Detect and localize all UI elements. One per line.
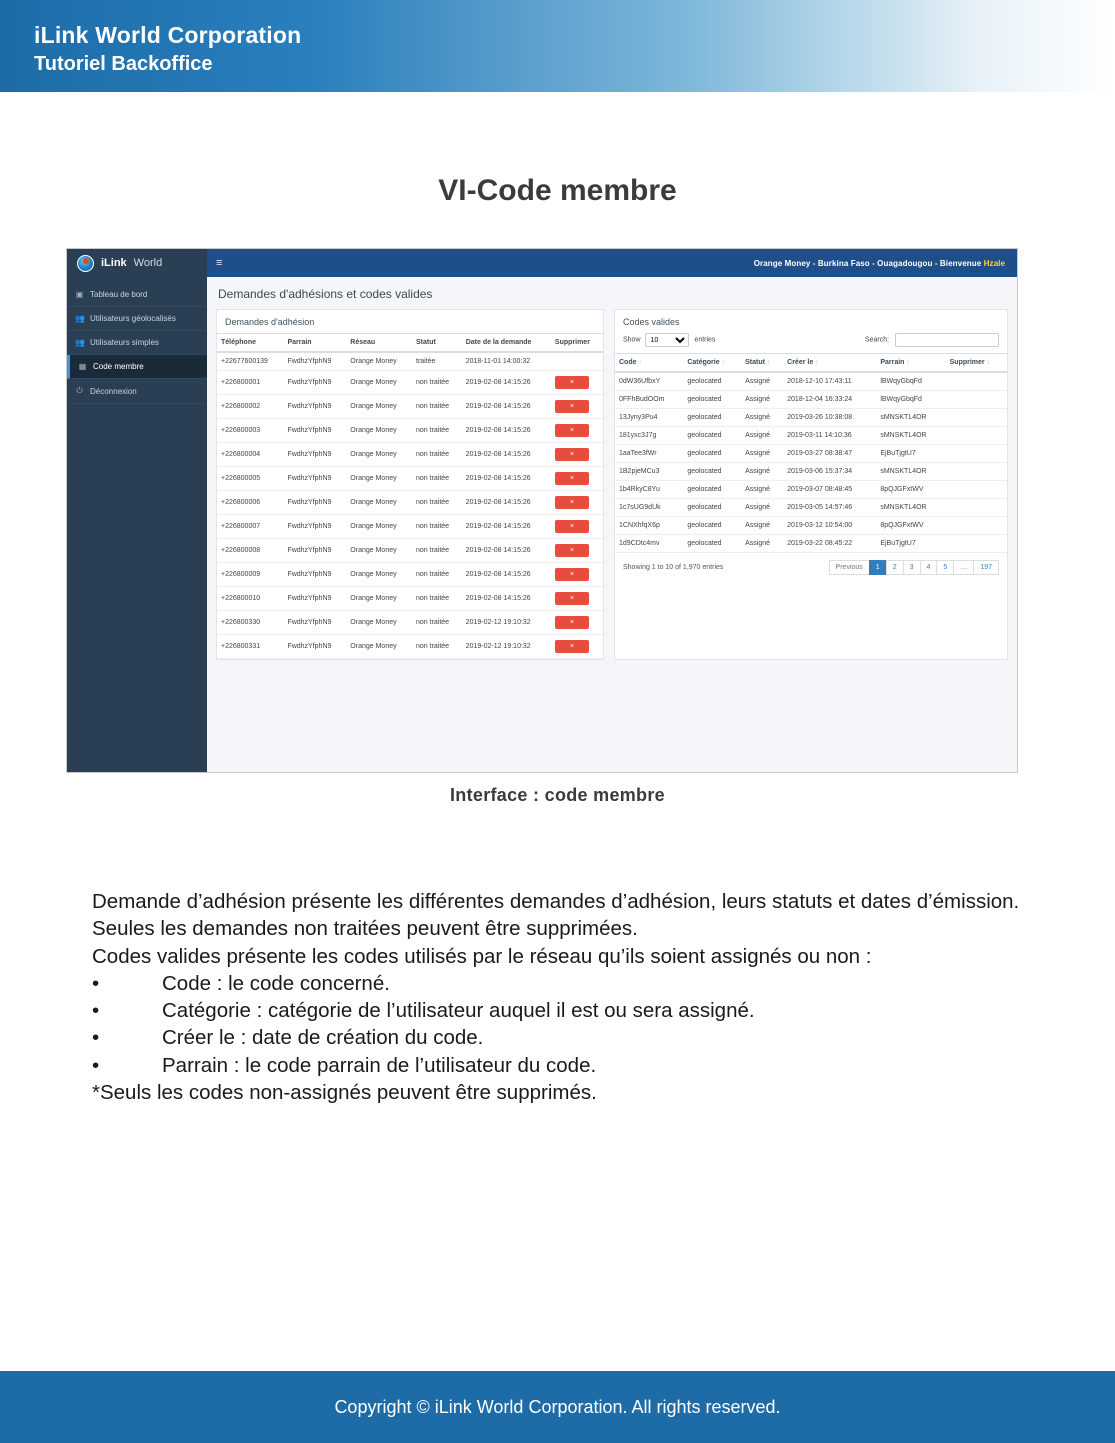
cell-reseau: Orange Money: [346, 419, 412, 443]
paragraph-3: *Seuls les codes non-assignés peuvent être supprimés.: [92, 1080, 597, 1104]
cell-supprimer: [946, 481, 1007, 499]
cell-telephone: +226800010: [217, 587, 283, 611]
cell-supprimer: [946, 427, 1007, 445]
list-item-label: Créer le : date de création du code.: [162, 1026, 484, 1050]
bullet-marker: •: [92, 971, 100, 995]
cell-date: 2019-03-27 08:38:47: [783, 445, 876, 463]
cell-supprimer: [551, 419, 603, 443]
delete-button[interactable]: ×: [555, 496, 589, 509]
sidebar-item-deconnexion[interactable]: [67, 379, 207, 404]
app-sidebar: [67, 277, 207, 773]
cell-date: 2019-02-08 14:15:26: [462, 443, 551, 467]
demandes-table: [217, 333, 603, 659]
delete-button[interactable]: ×: [555, 616, 589, 629]
cell-reseau: Orange Money: [346, 587, 412, 611]
cell-parrain: FwdhzYfphN9: [283, 587, 346, 611]
cell-reseau: Orange Money: [346, 352, 412, 371]
cell-statut: non traitée: [412, 539, 462, 563]
cell-supprimer: [946, 372, 1007, 391]
cell-telephone: +226800006: [217, 491, 283, 515]
sidebar-item-code-membre[interactable]: [67, 355, 207, 379]
cell-parrain: FwdhzYfphN9: [283, 467, 346, 491]
panel-demandes-adhesion: [216, 309, 604, 660]
figure-caption: Interface : code membre: [450, 785, 665, 805]
cell-statut: non traitée: [412, 587, 462, 611]
pager-previous[interactable]: Previous: [829, 560, 870, 575]
cell-parrain: FwdhzYfphN9: [283, 395, 346, 419]
col-reseau: Réseau: [346, 334, 412, 353]
sidebar-item-label: Utilisateurs simples: [90, 338, 159, 347]
table-row: [217, 467, 603, 491]
paragraph-2: Codes valides présente les codes utilisés par le réseau qu’ils soient assignés ou non :: [92, 944, 872, 968]
cell-supprimer: [551, 467, 603, 491]
cell-date: 2019-02-08 14:15:26: [462, 539, 551, 563]
pager-page-last[interactable]: 197: [973, 560, 999, 575]
col-code[interactable]: Code ↕: [615, 354, 683, 373]
cell-statut: traitée: [412, 352, 462, 371]
users-icon: 👥: [75, 338, 85, 347]
header-accent-bar: [0, 0, 18, 92]
table-header-row: [217, 334, 603, 353]
cell-date: 2019-02-12 19:10:32: [462, 635, 551, 659]
app-brand[interactable]: [67, 249, 207, 277]
cell-parrain: sMNSKTL4OR: [876, 463, 945, 481]
sidebar-item-label: Utilisateurs géolocalisés: [90, 314, 176, 323]
cell-telephone: +226800003: [217, 419, 283, 443]
cell-date: 2018-12-04 16:33:24: [783, 391, 876, 409]
delete-button[interactable]: ×: [555, 448, 589, 461]
cell-date: 2018-11-01 14:00:32: [462, 352, 551, 371]
cell-supprimer: [551, 635, 603, 659]
cell-date: 2019-02-08 14:15:26: [462, 491, 551, 515]
cell-parrain: 8pQJGFxtWV: [876, 517, 945, 535]
delete-button[interactable]: ×: [555, 472, 589, 485]
table-row: [217, 443, 603, 467]
page-length-control: [623, 333, 715, 347]
cell-reseau: Orange Money: [346, 395, 412, 419]
cell-date: 2019-02-12 19:10:32: [462, 611, 551, 635]
cell-reseau: Orange Money: [346, 611, 412, 635]
paragraph-1: Demande d’adhésion présente les différentes demandes d’adhésion, leurs statuts et dates d’émission. Seules les demandes non traitées peuvent être supprimées.: [92, 890, 1020, 941]
cell-statut: non traitée: [412, 419, 462, 443]
cell-statut: Assigné: [741, 463, 783, 481]
delete-button[interactable]: ×: [555, 592, 589, 605]
cell-categorie: geolocated: [683, 463, 741, 481]
table-row: [217, 635, 603, 659]
delete-button[interactable]: ×: [555, 640, 589, 653]
cell-code: 1CNXhfqX6p: [615, 517, 683, 535]
cell-parrain: EjBuTjgtU7: [876, 535, 945, 553]
cell-parrain: FwdhzYfphN9: [283, 419, 346, 443]
col-telephone: Téléphone: [217, 334, 283, 353]
sidebar-item-label: Code membre: [93, 362, 144, 371]
col-parrain[interactable]: Parrain ↕: [876, 354, 945, 373]
cell-statut: Assigné: [741, 481, 783, 499]
cell-code: 0dW36UfbxY: [615, 372, 683, 391]
topbar-user-info: [754, 259, 1005, 268]
table-row: [615, 481, 1007, 499]
delete-button[interactable]: ×: [555, 424, 589, 437]
table-row: [615, 427, 1007, 445]
cell-supprimer: [551, 491, 603, 515]
table-row: [217, 395, 603, 419]
cell-date: 2019-03-26 10:38:08: [783, 409, 876, 427]
body-text: [92, 888, 1022, 1106]
cell-reseau: Orange Money: [346, 635, 412, 659]
pager-page-1[interactable]: 1: [869, 560, 887, 575]
cell-telephone: +226800331: [217, 635, 283, 659]
cell-parrain: FwdhzYfphN9: [283, 515, 346, 539]
list-item-label: Parrain : le code parrain de l’utilisateur du code.: [162, 1053, 597, 1077]
cell-supprimer: [551, 563, 603, 587]
pager-page-5[interactable]: 5: [936, 560, 954, 575]
sidebar-item-tableau-de-bord[interactable]: [67, 283, 207, 307]
delete-button[interactable]: ×: [555, 400, 589, 413]
dashboard-icon: ▣: [75, 290, 84, 299]
delete-button[interactable]: ×: [555, 520, 589, 533]
table-row: [615, 445, 1007, 463]
cell-statut: Assigné: [741, 427, 783, 445]
cell-parrain: FwdhzYfphN9: [283, 443, 346, 467]
topbar-user-context: Orange Money - Burkina Faso - Ouagadougou - Bienvenue: [753, 258, 984, 268]
cell-statut: Assigné: [741, 535, 783, 553]
cell-code: 0FFhBudOOm: [615, 391, 683, 409]
cell-parrain: FwdhzYfphN9: [283, 611, 346, 635]
card-icon: ▦: [78, 362, 87, 371]
cell-parrain: FwdhzYfphN9: [283, 352, 346, 371]
brand-name-bold: iLink: [101, 257, 127, 269]
cell-supprimer: [946, 535, 1007, 553]
content-heading: Demandes d'adhésions et codes valides: [218, 287, 433, 301]
embedded-screenshot: [66, 248, 1018, 773]
cell-supprimer: [551, 352, 603, 371]
table-row: [615, 535, 1007, 553]
sort-icon: ↕: [766, 360, 770, 366]
table-row: [217, 352, 603, 371]
cell-supprimer: [946, 463, 1007, 481]
cell-statut: non traitée: [412, 515, 462, 539]
list-item: [92, 997, 1022, 1024]
sort-icon: ↕: [638, 360, 642, 366]
pager-page-4[interactable]: 4: [920, 560, 938, 575]
cell-reseau: Orange Money: [346, 371, 412, 395]
topbar-user-name: Hzale: [983, 258, 1005, 268]
table-row: [217, 611, 603, 635]
cell-supprimer: [551, 587, 603, 611]
codes-table: [615, 353, 1007, 553]
datatable-controls: [615, 333, 1007, 353]
cell-reseau: Orange Money: [346, 515, 412, 539]
col-parrain: Parrain: [283, 334, 346, 353]
table-row: [217, 419, 603, 443]
cell-code: 1B2pjeMCu3: [615, 463, 683, 481]
cell-statut: non traitée: [412, 635, 462, 659]
cell-supprimer: [551, 395, 603, 419]
cell-telephone: +226800004: [217, 443, 283, 467]
delete-button[interactable]: ×: [555, 568, 589, 581]
cell-date: 2019-02-08 14:15:26: [462, 587, 551, 611]
delete-button[interactable]: ×: [555, 544, 589, 557]
bullet-list: [92, 970, 1022, 1079]
table-row: [615, 499, 1007, 517]
codes-tbody: [615, 372, 1007, 553]
cell-parrain: EjBuTjgtU7: [876, 445, 945, 463]
cell-telephone: +226800007: [217, 515, 283, 539]
table-row: [217, 563, 603, 587]
hamburger-icon[interactable]: ≡: [216, 257, 223, 269]
cell-code: 1c7sUG9dUk: [615, 499, 683, 517]
sort-icon: ↕: [986, 360, 990, 366]
cell-categorie: geolocated: [683, 391, 741, 409]
panel-title: Demandes d'adhésion: [225, 317, 315, 327]
table-row: [217, 539, 603, 563]
cell-telephone: +226800009: [217, 563, 283, 587]
cell-reseau: Orange Money: [346, 563, 412, 587]
delete-button[interactable]: ×: [555, 376, 589, 389]
cell-reseau: Orange Money: [346, 539, 412, 563]
cell-statut: non traitée: [412, 395, 462, 419]
search-control: [865, 333, 999, 347]
cell-date: 2019-02-08 14:15:26: [462, 563, 551, 587]
cell-statut: non traitée: [412, 611, 462, 635]
cell-date: 2018-12-10 17:43:11: [783, 372, 876, 391]
header-titles: [34, 22, 301, 76]
cell-date: 2019-03-12 10:54:00: [783, 517, 876, 535]
cell-statut: Assigné: [741, 499, 783, 517]
col-statut[interactable]: Statut ↕: [741, 354, 783, 373]
cell-parrain: FwdhzYfphN9: [283, 563, 346, 587]
cell-date: 2019-02-08 14:15:26: [462, 371, 551, 395]
table-row: [217, 371, 603, 395]
table-header-row: [615, 354, 1007, 373]
cell-supprimer: [946, 517, 1007, 535]
cell-date: 2019-03-22 08:45:22: [783, 535, 876, 553]
cell-supprimer: [946, 391, 1007, 409]
cell-code: 13Jyny3Pu4: [615, 409, 683, 427]
cell-supprimer: [551, 539, 603, 563]
sidebar-item-utilisateurs-geolocalises[interactable]: [67, 307, 207, 331]
entries-label: entries: [694, 336, 716, 344]
cell-statut: Assigné: [741, 372, 783, 391]
document-header: [0, 0, 1115, 92]
cell-parrain: lBWqyGbqFd: [876, 391, 945, 409]
cell-supprimer: [551, 515, 603, 539]
cell-telephone: +226800005: [217, 467, 283, 491]
cell-parrain: sMNSKTL4OR: [876, 409, 945, 427]
header-subtitle: Tutoriel Backoffice: [34, 53, 213, 75]
cell-categorie: geolocated: [683, 427, 741, 445]
cell-categorie: geolocated: [683, 445, 741, 463]
col-statut: Statut: [412, 334, 462, 353]
cell-parrain: sMNSKTL4OR: [876, 427, 945, 445]
panel-codes-valides: [614, 309, 1008, 660]
cell-date: 2019-03-05 14:57:46: [783, 499, 876, 517]
cell-date: 2019-02-08 14:15:26: [462, 395, 551, 419]
cell-parrain: FwdhzYfphN9: [283, 371, 346, 395]
table-row: [217, 491, 603, 515]
cell-code: 1aaTee3fWr: [615, 445, 683, 463]
cell-statut: non traitée: [412, 467, 462, 491]
search-input[interactable]: [895, 333, 999, 347]
bullet-marker: •: [92, 1026, 100, 1050]
cell-telephone: +226800002: [217, 395, 283, 419]
table-row: [615, 517, 1007, 535]
cell-statut: Assigné: [741, 445, 783, 463]
brand-name-light: World: [133, 257, 163, 269]
footer-text: Copyright © iLink World Corporation. All rights reserved.: [334, 1396, 781, 1417]
pager-ellipsis: …: [953, 560, 974, 575]
users-icon: 👥: [75, 314, 85, 323]
list-item-label: Code : le code concerné.: [162, 971, 390, 995]
datatable-footer: [615, 553, 1007, 583]
cell-statut: non traitée: [412, 491, 462, 515]
page-length-select[interactable]: [645, 333, 689, 347]
table-row: [615, 463, 1007, 481]
document-footer: [0, 1371, 1115, 1443]
search-label: Search:: [864, 336, 890, 344]
cell-reseau: Orange Money: [346, 491, 412, 515]
cell-supprimer: [946, 409, 1007, 427]
list-item: [92, 970, 1022, 997]
cell-categorie: geolocated: [683, 481, 741, 499]
sidebar-item-label: Déconnexion: [90, 386, 137, 396]
sort-icon: ↕: [906, 360, 910, 366]
demandes-tbody: [217, 352, 603, 659]
sidebar-item-utilisateurs-simples[interactable]: [67, 331, 207, 355]
cell-parrain: FwdhzYfphN9: [283, 491, 346, 515]
table-row: [217, 515, 603, 539]
cell-supprimer: [946, 499, 1007, 517]
cell-telephone: +22677600139: [217, 352, 283, 371]
cell-categorie: geolocated: [683, 409, 741, 427]
list-item: [92, 1052, 1022, 1079]
col-categorie[interactable]: Catégorie ↕: [683, 354, 741, 373]
table-row: [615, 372, 1007, 391]
cell-supprimer: [946, 445, 1007, 463]
app-content: [207, 277, 1017, 773]
cell-code: 1b4RkyC8Yu: [615, 481, 683, 499]
cell-categorie: geolocated: [683, 535, 741, 553]
app-navbar: [207, 249, 1017, 277]
table-row: [615, 391, 1007, 409]
cell-date: 2019-03-07 08:48:45: [783, 481, 876, 499]
cell-statut: non traitée: [412, 563, 462, 587]
cell-parrain: lBWqyGbqFd: [876, 372, 945, 391]
app-body: [67, 277, 1017, 773]
cell-categorie: geolocated: [683, 517, 741, 535]
table-row: [217, 587, 603, 611]
cell-statut: Assigné: [741, 409, 783, 427]
cell-parrain: sMNSKTL4OR: [876, 499, 945, 517]
cell-telephone: +226800008: [217, 539, 283, 563]
cell-statut: Assigné: [741, 391, 783, 409]
cell-date: 2019-03-11 14:10:36: [783, 427, 876, 445]
panels-row: [216, 309, 1008, 660]
entries-info: Showing 1 to 10 of 1,970 entries: [623, 564, 724, 571]
col-creer-le[interactable]: Créer le ↕: [783, 354, 876, 373]
cell-date: 2019-02-08 14:15:26: [462, 515, 551, 539]
header-company: iLink World Corporation: [34, 22, 302, 48]
cell-code: 181yxc3J7g: [615, 427, 683, 445]
cell-statut: Assigné: [741, 517, 783, 535]
cell-telephone: +226800001: [217, 371, 283, 395]
cell-supprimer: [551, 371, 603, 395]
cell-telephone: +226800330: [217, 611, 283, 635]
list-item: [92, 1024, 1022, 1051]
cell-supprimer: [551, 611, 603, 635]
cell-supprimer: [551, 443, 603, 467]
col-supprimer[interactable]: Supprimer ↕: [946, 354, 1007, 373]
col-supprimer: Supprimer: [551, 334, 603, 353]
sort-icon: ↕: [815, 360, 819, 366]
cell-parrain: FwdhzYfphN9: [283, 539, 346, 563]
cell-parrain: FwdhzYfphN9: [283, 635, 346, 659]
cell-statut: non traitée: [412, 443, 462, 467]
sort-icon: ↕: [721, 360, 725, 366]
sidebar-item-label: Tableau de bord: [90, 290, 148, 299]
app-topbar: [67, 249, 1017, 277]
col-date: Date de la demande: [462, 334, 551, 353]
cell-reseau: Orange Money: [346, 443, 412, 467]
cell-date: 2019-02-08 14:15:26: [462, 419, 551, 443]
show-label: Show: [623, 336, 641, 344]
cell-categorie: geolocated: [683, 372, 741, 391]
cell-code: 1d9CDtc4mv: [615, 535, 683, 553]
cell-categorie: geolocated: [683, 499, 741, 517]
pager-page-3[interactable]: 3: [903, 560, 921, 575]
cell-date: 2019-03-06 15:37:34: [783, 463, 876, 481]
panel-title: Codes valides: [623, 317, 680, 327]
cell-parrain: 8pQJGFxtWV: [876, 481, 945, 499]
bullet-marker: •: [92, 999, 100, 1022]
pager-page-2[interactable]: 2: [886, 560, 904, 575]
cell-date: 2019-02-08 14:15:26: [462, 467, 551, 491]
cell-reseau: Orange Money: [346, 467, 412, 491]
ilink-logo-icon: [77, 255, 94, 272]
list-item-label: Catégorie : catégorie de l’utilisateur auquel il est ou sera assigné.: [162, 999, 755, 1022]
power-icon: ⏻: [76, 386, 83, 395]
cell-statut: non traitée: [412, 371, 462, 395]
pagination: [830, 560, 999, 575]
bullet-marker: •: [92, 1053, 100, 1077]
table-row: [615, 409, 1007, 427]
page-title: VI-Code membre: [438, 174, 677, 207]
